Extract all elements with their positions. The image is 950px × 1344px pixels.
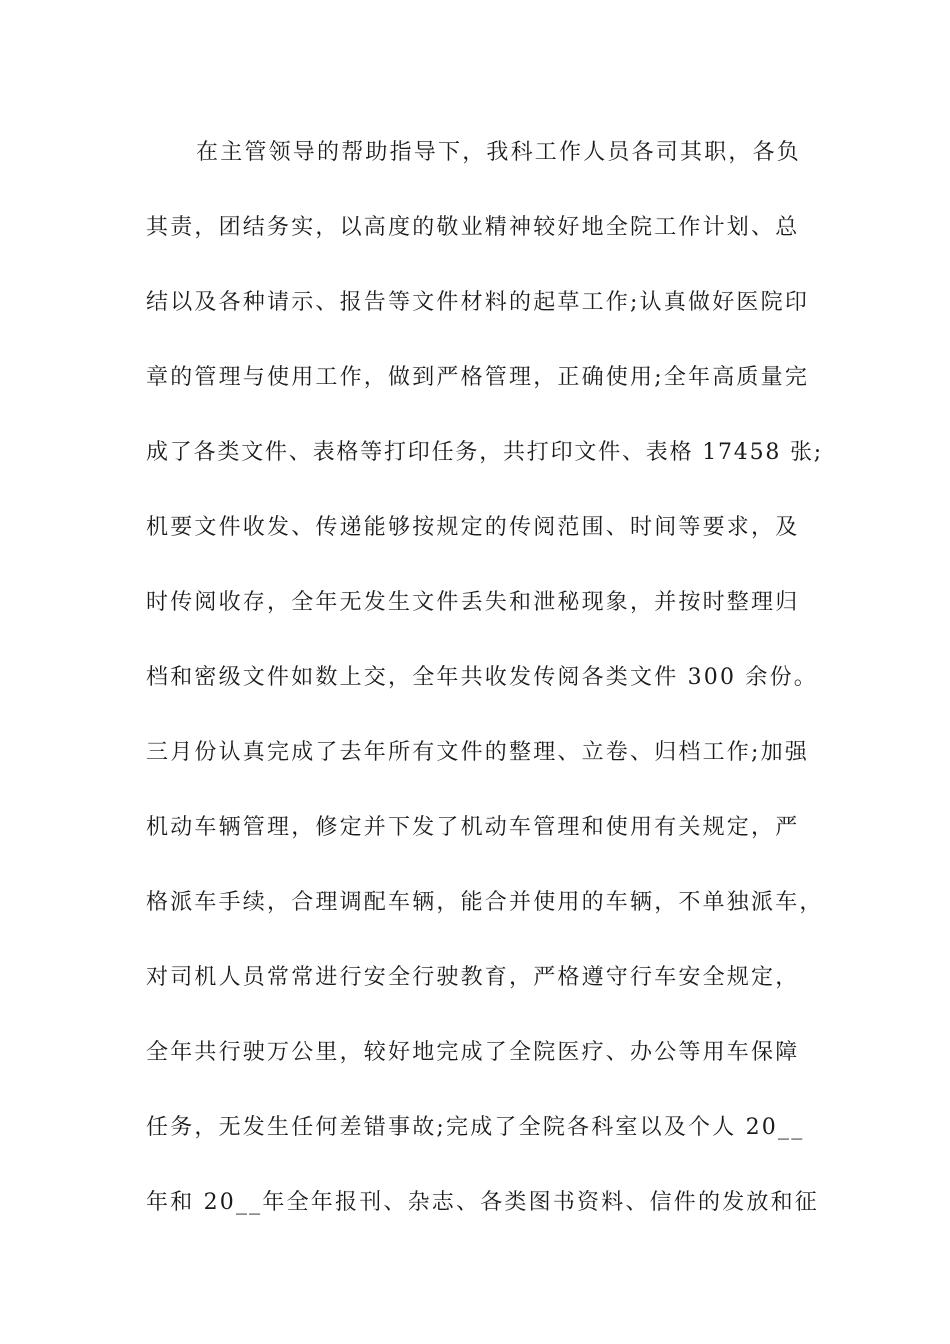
text-line-2: 其责，团结务实，以高度的敬业精神较好地全院工作计划、总 — [146, 215, 800, 240]
text-line-9: 三月份认真完成了去年所有文件的整理、立卷、归档工作;加强 — [146, 740, 810, 765]
text-line-4: 章的管理与使用工作，做到严格管理，正确使用;全年高质量完 — [146, 365, 810, 390]
text-line-7: 时传阅收存，全年无发生文件丢失和泄秘现象，并按时整理归 — [146, 590, 800, 615]
text-line-12: 对司机人员常常进行安全行驶教育，严格遵守行车安全规定， — [146, 965, 800, 990]
text-line-1: 在主管领导的帮助指导下，我科工作人员各司其职，各负 — [196, 140, 802, 165]
text-line-13: 全年共行驶万公里，较好地完成了全院医疗、办公等用车保障 — [146, 1040, 800, 1065]
text-line-11: 格派车手续，合理调配车辆，能合并使用的车辆，不单独派车， — [146, 890, 824, 915]
body-paragraph — [146, 128, 826, 1253]
text-line-14: 任务，无发生任何差错事故;完成了全院各科室以及个人 20__ — [146, 1115, 805, 1140]
text-line-5: 成了各类文件、表格等打印任务，共打印文件、表格 17458 张; — [146, 440, 823, 465]
text-line-3: 结以及各种请示、报告等文件材料的起草工作;认真做好医院印 — [146, 290, 810, 315]
text-line-10: 机动车辆管理，修定并下发了机动车管理和使用有关规定，严 — [146, 815, 800, 840]
text-line-8: 档和密级文件如数上交，全年共收发传阅各类文件 300 余份。 — [146, 665, 818, 690]
text-line-6: 机要文件收发、传递能够按规定的传阅范围、时间等要求，及 — [146, 515, 800, 540]
text-line-15: 年和 20__年全年报刊、杂志、各类图书资料、信件的发放和征 — [146, 1190, 819, 1215]
